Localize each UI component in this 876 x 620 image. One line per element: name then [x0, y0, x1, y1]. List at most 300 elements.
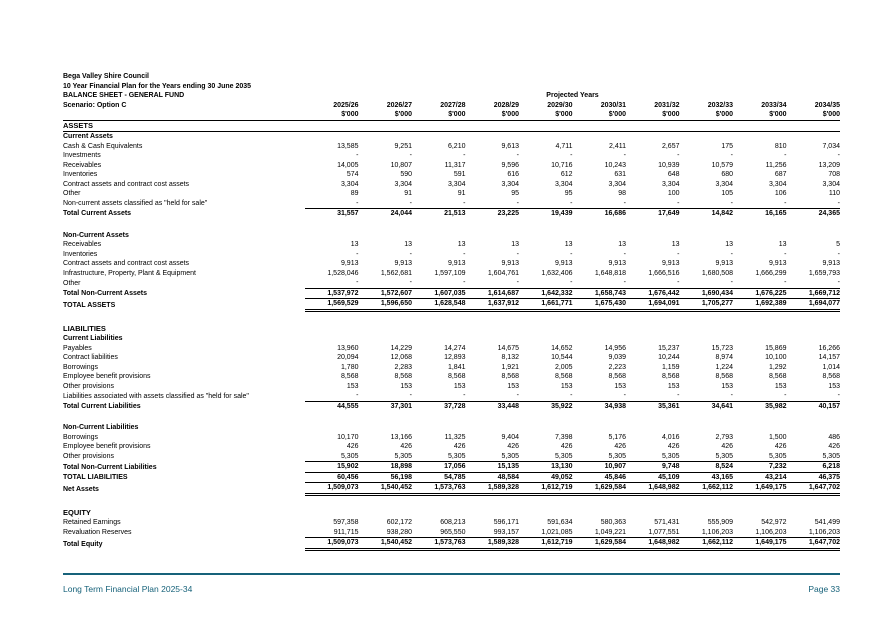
value-cell: 34,938	[573, 401, 627, 411]
value-cell: -	[409, 392, 412, 399]
value-cell: -	[730, 279, 733, 286]
value-cell: 21,513	[412, 209, 466, 219]
value-cell	[519, 508, 573, 519]
table-row	[63, 250, 840, 260]
table-row	[63, 209, 840, 219]
value-cell	[466, 324, 520, 335]
value-cell: 631	[614, 171, 626, 178]
value-cell	[573, 334, 627, 344]
table-row	[63, 170, 840, 180]
value-cell: 16,686	[573, 209, 627, 219]
title-row	[63, 82, 840, 92]
value-cell: 574	[346, 171, 359, 178]
value-cell: 7,034	[822, 142, 840, 150]
value-cell: 91	[404, 190, 412, 197]
row-label: Payables	[63, 344, 92, 352]
year-header: 2025/26	[333, 101, 359, 109]
value-cell: 1,596,650	[359, 299, 413, 311]
value-cell: 37,301	[359, 401, 413, 411]
value-cell: 10,244	[658, 354, 680, 361]
value-cell	[680, 334, 734, 344]
value-cell: 24,044	[359, 209, 413, 219]
value-cell: 9,913	[768, 260, 787, 267]
value-cell	[412, 324, 466, 335]
value-cell: 10,716	[551, 161, 573, 169]
value-cell: -	[623, 250, 626, 258]
value-cell: 4,016	[661, 433, 680, 441]
value-cell: 13	[778, 241, 787, 248]
value-cell	[359, 508, 413, 519]
value-cell: 8,568	[822, 373, 840, 380]
value-cell: -	[784, 392, 787, 399]
value-cell: 1,106,203	[701, 528, 733, 536]
value-cell: 13	[725, 241, 733, 248]
value-cell: 153	[400, 382, 412, 390]
value-cell: 13,585	[337, 142, 359, 150]
value-cell	[787, 231, 841, 241]
value-cell	[519, 423, 573, 433]
value-cell: -	[730, 152, 733, 159]
value-cell: 13,166	[390, 433, 412, 441]
value-cell: 45,109	[626, 472, 680, 483]
value-cell: 5,305	[822, 452, 840, 460]
value-cell: 33,448	[466, 401, 520, 411]
value-cell: -	[784, 152, 787, 159]
value-cell: 1,106,203	[808, 528, 840, 536]
value-cell	[787, 120, 841, 132]
value-cell: 2,223	[608, 363, 626, 371]
title-row	[63, 72, 840, 82]
value-cell: 5,305	[340, 452, 359, 460]
value-cell: 1,612,719	[519, 483, 573, 495]
balance-sheet-table	[63, 72, 840, 551]
value-cell	[787, 132, 841, 142]
value-cell: 426	[614, 443, 626, 450]
table-row	[63, 472, 840, 483]
unit-header: $'000	[466, 110, 520, 120]
value-cell: 5,305	[608, 452, 626, 460]
value-cell: 18,898	[359, 462, 413, 473]
value-cell: 5,305	[501, 452, 519, 460]
value-cell: 10,907	[573, 462, 627, 473]
table-row	[63, 423, 840, 433]
value-cell: 91	[457, 190, 466, 197]
value-cell: 5,305	[768, 452, 787, 460]
spacer-cell	[63, 494, 840, 508]
value-cell: 20,094	[337, 354, 359, 361]
value-cell	[412, 132, 466, 142]
value-cell: 1,607,035	[412, 288, 466, 299]
value-cell: 911,715	[333, 528, 359, 536]
table-row	[63, 269, 840, 279]
value-cell: -	[570, 152, 573, 159]
value-cell: 46,375	[787, 472, 841, 483]
value-cell: 9,913	[608, 260, 626, 267]
spacer-cell	[305, 82, 840, 92]
value-cell: 1,680,508	[701, 269, 733, 277]
value-cell: 37,728	[412, 401, 466, 411]
value-cell	[680, 132, 734, 142]
value-cell: 1,661,771	[519, 299, 573, 311]
value-cell: 1,921	[501, 363, 519, 371]
value-cell: 5,176	[608, 433, 626, 441]
value-cell: 602,172	[386, 519, 412, 526]
table-row	[63, 452, 840, 462]
value-cell: 1,612,719	[519, 538, 573, 550]
table-row	[63, 142, 840, 152]
value-cell: 3,304	[768, 180, 787, 188]
value-cell: 1,573,763	[412, 483, 466, 495]
year-header: 2028/29	[493, 101, 519, 109]
value-cell	[680, 508, 734, 519]
value-cell: 14,274	[444, 344, 466, 352]
value-cell: 153	[667, 382, 680, 390]
value-cell: 426	[828, 443, 840, 450]
value-cell	[305, 423, 359, 433]
table-row	[63, 462, 840, 473]
value-cell: 9,913	[447, 260, 466, 267]
table-row	[63, 120, 840, 132]
value-cell: 24,365	[787, 209, 841, 219]
value-cell: 43,165	[680, 472, 734, 483]
value-cell: 2,793	[715, 433, 733, 441]
value-cell: 10,170	[337, 433, 359, 441]
value-cell: 1,649,175	[733, 538, 787, 550]
value-cell: 1,528,046	[327, 269, 359, 277]
value-cell: 8,132	[501, 354, 519, 361]
value-cell: -	[463, 199, 466, 207]
row-label: Contract assets and contract cost assets	[63, 180, 190, 188]
value-cell: 13,209	[818, 161, 840, 169]
value-cell: 10,939	[658, 161, 680, 169]
value-cell: 3,304	[394, 180, 412, 188]
value-cell: 426	[721, 443, 733, 450]
value-cell: 12,068	[390, 354, 412, 361]
value-cell: 648	[667, 171, 680, 178]
value-cell: 2,005	[554, 363, 573, 371]
value-cell: 153	[346, 382, 359, 390]
unit-header: $'000	[733, 110, 787, 120]
table-row	[63, 259, 840, 269]
spacer-cell	[63, 110, 305, 120]
value-cell: 608,213	[440, 519, 466, 526]
value-cell: 591,634	[547, 519, 573, 526]
value-cell: -	[516, 250, 519, 258]
spacer-cell	[305, 72, 840, 82]
row-label: Contract assets and contract cost assets	[63, 260, 190, 267]
value-cell: 13	[671, 241, 680, 248]
value-cell: 8,568	[661, 373, 680, 380]
value-cell	[733, 120, 787, 132]
value-cell: 1,540,452	[359, 483, 413, 495]
value-cell: -	[516, 152, 519, 159]
value-cell: 19,439	[519, 209, 573, 219]
value-cell: 426	[507, 443, 519, 450]
value-cell: 541,499	[814, 519, 840, 526]
value-cell: 13,960	[337, 344, 359, 352]
table-row	[63, 518, 840, 528]
value-cell: 2,283	[394, 363, 412, 371]
unit-header: $'000	[305, 110, 359, 120]
value-cell: 596,171	[493, 519, 519, 526]
value-cell: 426	[560, 443, 573, 450]
value-cell: 9,913	[394, 260, 412, 267]
value-cell: 60,456	[305, 472, 359, 483]
table-row	[63, 324, 840, 335]
value-cell	[466, 508, 520, 519]
value-cell: 8,568	[394, 373, 412, 380]
value-cell	[305, 324, 359, 335]
row-label: Total Non-Current Assets	[63, 290, 148, 297]
value-cell: 426	[453, 443, 466, 450]
value-cell: 571,431	[654, 519, 680, 526]
value-cell	[787, 423, 841, 433]
value-cell: 965,550	[440, 528, 466, 536]
value-cell: 8,568	[715, 373, 733, 380]
table-row	[63, 231, 840, 241]
row-label: Other	[63, 190, 81, 197]
value-cell: -	[570, 392, 573, 399]
value-cell	[412, 231, 466, 241]
value-cell: 9,913	[661, 260, 680, 267]
row-label: Retained Earnings	[63, 519, 121, 526]
value-cell: 13	[511, 241, 519, 248]
value-cell	[733, 508, 787, 519]
unit-header: $'000	[412, 110, 466, 120]
row-label: Total Equity	[63, 540, 103, 548]
value-cell: -	[623, 392, 626, 399]
value-cell: 708	[828, 171, 840, 178]
value-cell: 35,361	[626, 401, 680, 411]
value-cell: 14,652	[551, 344, 573, 352]
value-cell: 3,304	[447, 180, 466, 188]
value-cell: 3,304	[608, 180, 626, 188]
value-cell: -	[784, 279, 787, 286]
value-cell: 1,629,584	[573, 538, 627, 550]
value-cell	[626, 508, 680, 519]
value-cell: -	[837, 392, 840, 399]
value-cell	[626, 231, 680, 241]
row-label: Cash & Cash Equivalents	[63, 142, 143, 150]
value-cell: 1,589,328	[466, 538, 520, 550]
value-cell: -	[409, 279, 412, 286]
value-cell: 1,509,073	[305, 483, 359, 495]
value-cell	[733, 334, 787, 344]
value-cell	[359, 334, 413, 344]
table-row	[63, 483, 840, 495]
value-cell: 486	[828, 433, 840, 441]
value-cell: 23,225	[466, 209, 520, 219]
value-cell: 175	[721, 142, 733, 150]
value-cell: 2,657	[661, 142, 680, 150]
row-label: Other provisions	[63, 382, 114, 390]
table-row	[63, 151, 840, 161]
value-cell: 4,711	[555, 142, 573, 150]
value-cell	[573, 231, 627, 241]
value-cell: -	[356, 152, 359, 159]
value-cell	[359, 132, 413, 142]
value-cell: -	[409, 152, 412, 159]
row-label: TOTAL ASSETS	[63, 301, 116, 309]
value-cell	[680, 423, 734, 433]
value-cell: 11,256	[765, 161, 787, 169]
value-cell: 7,232	[733, 462, 787, 473]
value-cell: 3,304	[715, 180, 733, 188]
value-cell: -	[516, 279, 519, 286]
value-cell: 3,304	[340, 180, 359, 188]
value-cell: 5,305	[447, 452, 466, 460]
value-cell: 1,021,085	[541, 528, 573, 536]
value-cell: 98	[618, 190, 626, 197]
value-cell	[305, 132, 359, 142]
value-cell: 1,659,793	[808, 269, 840, 277]
value-cell: 3,304	[501, 180, 519, 188]
value-cell: 153	[721, 382, 733, 390]
value-cell: 9,913	[501, 260, 519, 267]
value-cell: -	[570, 199, 573, 207]
year-header: 2030/31	[600, 101, 626, 109]
value-cell: 1,106,203	[755, 528, 787, 536]
row-label: Other provisions	[63, 453, 114, 460]
row-label: Non-current assets classified as "held for sale"	[63, 200, 208, 207]
value-cell: 1,694,077	[787, 299, 841, 311]
value-cell: 3,304	[554, 180, 573, 188]
value-cell: 2,411	[609, 142, 626, 150]
value-cell: -	[356, 392, 359, 399]
value-cell: 1,648,818	[594, 269, 626, 277]
value-cell: 1,537,972	[305, 288, 359, 299]
value-cell	[626, 334, 680, 344]
value-cell: -	[623, 152, 626, 159]
value-cell: 89	[350, 190, 359, 197]
value-cell: 3,304	[822, 180, 840, 188]
value-cell: 597,358	[333, 519, 359, 526]
value-cell: 15,135	[466, 462, 520, 473]
value-cell	[359, 120, 413, 132]
year-header-row	[63, 101, 840, 111]
value-cell	[305, 508, 359, 519]
year-header: 2026/27	[386, 101, 412, 109]
value-cell: 17,649	[626, 209, 680, 219]
value-cell	[412, 120, 466, 132]
value-cell: 10,544	[551, 354, 573, 361]
unit-header: $'000	[787, 110, 841, 120]
value-cell: 1,572,607	[359, 288, 413, 299]
row-label: LIABILITIES	[63, 323, 106, 333]
row-label: Total Non-Current Liabilities	[63, 463, 157, 471]
value-cell: 11,317	[444, 161, 466, 169]
value-cell: 14,842	[680, 209, 734, 219]
value-cell: 1,628,548	[412, 299, 466, 311]
row-label: Total Current Assets	[63, 210, 132, 217]
table-row	[63, 132, 840, 142]
value-cell: 426	[667, 443, 680, 450]
spacer-row	[63, 494, 840, 508]
value-cell: -	[677, 392, 680, 399]
value-cell	[466, 231, 520, 241]
row-label: Non-Current Assets	[63, 231, 129, 239]
value-cell: 612	[560, 171, 573, 178]
value-cell: 12,893	[444, 354, 466, 361]
value-cell	[412, 334, 466, 344]
value-cell: 1,658,743	[573, 288, 627, 299]
value-cell: 1,649,175	[733, 483, 787, 495]
value-cell: -	[784, 250, 787, 258]
value-cell: -	[730, 250, 733, 258]
value-cell: 3,304	[661, 180, 680, 188]
value-cell: 5,305	[394, 452, 412, 460]
value-cell: -	[463, 279, 466, 286]
table-row	[63, 363, 840, 373]
value-cell: 1,159	[661, 363, 680, 371]
value-cell: -	[730, 199, 733, 207]
value-cell	[359, 324, 413, 335]
table-row	[63, 528, 840, 538]
value-cell	[733, 132, 787, 142]
value-cell	[573, 132, 627, 142]
value-cell: 40,157	[787, 401, 841, 411]
value-cell	[466, 120, 520, 132]
value-cell: 1,500	[768, 433, 787, 441]
value-cell: 1,648,982	[626, 538, 680, 550]
value-cell: 810	[774, 142, 787, 150]
table-row	[63, 538, 840, 550]
table-row	[63, 334, 840, 344]
value-cell: -	[677, 152, 680, 159]
table-row	[63, 382, 840, 392]
value-cell	[573, 324, 627, 335]
value-cell: -	[409, 250, 412, 258]
value-cell: -	[837, 152, 840, 159]
value-cell: 100	[667, 190, 680, 197]
value-cell: 13	[350, 241, 359, 248]
value-cell: 9,913	[822, 260, 840, 267]
value-cell	[519, 231, 573, 241]
value-cell: 616	[507, 171, 519, 178]
value-cell: 10,807	[390, 161, 412, 169]
row-label: Receivables	[63, 241, 102, 248]
value-cell: 153	[774, 382, 787, 390]
value-cell: 555,909	[707, 519, 733, 526]
unit-header: $'000	[573, 110, 627, 120]
value-cell: -	[677, 199, 680, 207]
value-cell: -	[623, 199, 626, 207]
value-cell: 43,214	[733, 472, 787, 483]
value-cell	[466, 334, 520, 344]
balance-sheet-content	[63, 72, 840, 551]
value-cell: 9,913	[340, 260, 359, 267]
value-cell: 13	[564, 241, 573, 248]
value-cell: 1,614,687	[466, 288, 520, 299]
title-row	[63, 91, 840, 101]
value-cell: 8,568	[768, 373, 787, 380]
value-cell: 13	[404, 241, 412, 248]
value-cell: 48,584	[466, 472, 520, 483]
value-cell: 1,647,702	[787, 483, 841, 495]
value-cell: 13	[618, 241, 626, 248]
value-cell	[305, 120, 359, 132]
value-cell: 1,569,529	[305, 299, 359, 311]
row-label: Liabilities associated with assets classified as "held for sale"	[63, 392, 249, 400]
value-cell: 15,902	[305, 462, 359, 473]
spacer-row	[63, 411, 840, 423]
value-cell: 1,692,389	[733, 299, 787, 311]
table-row	[63, 433, 840, 443]
value-cell	[466, 423, 520, 433]
row-label: Inventories	[63, 250, 98, 258]
value-cell: 6,210	[447, 142, 466, 150]
unit-header: $'000	[680, 110, 734, 120]
